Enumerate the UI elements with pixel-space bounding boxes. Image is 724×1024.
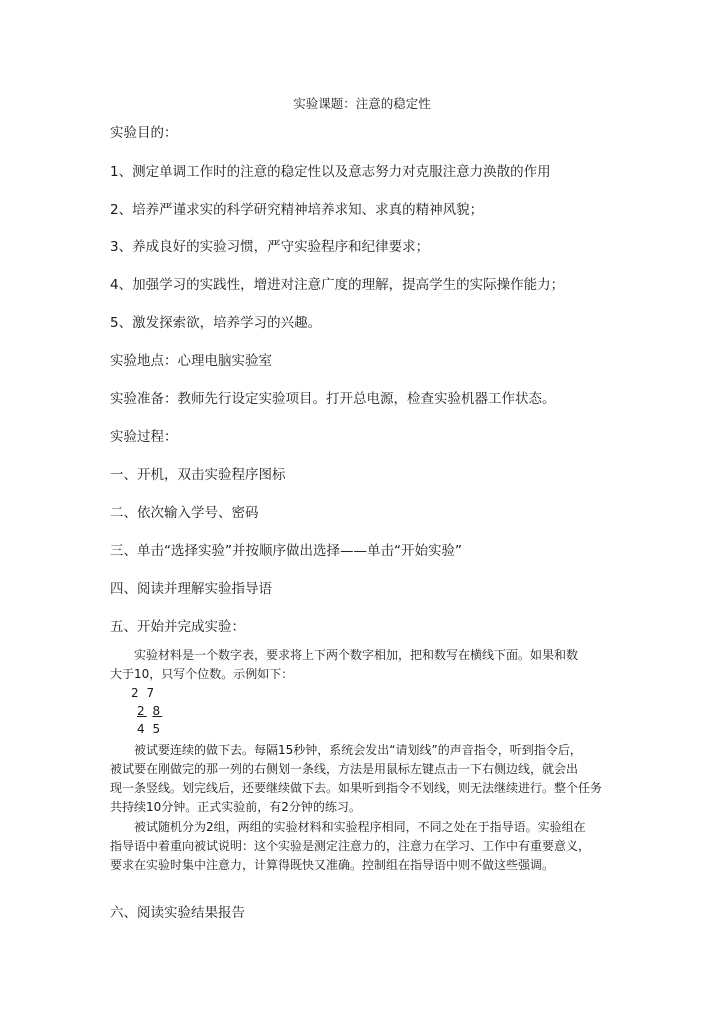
process-step-3: 三、单击“选择实验”并按顺序做出选择——单击“开始实验” (110, 543, 462, 559)
purpose-heading: 实验目的： (110, 125, 178, 141)
process-step-2: 二、依次输入学号、密码 (110, 505, 259, 521)
process-heading: 实验过程： (110, 429, 178, 445)
material-line-2: 大于10，只写个位数。示例如下： (110, 667, 294, 681)
group-line-3: 要求在实验时集中注意力，计算得既快又准确。控制组在指导语中则不做这些强调。 (110, 858, 555, 872)
instruction-line-2: 被试要在刚做完的那一列的右侧划一条线，方法是用鼠标左键点击一下右侧边线，就会出 (110, 762, 579, 776)
instruction-line-3: 现一条竖线。划完线后，还要继续做下去。如果听到指令不划线，则无法继续进行。整个任务 (110, 781, 603, 795)
process-step-6: 六、阅读实验结果报告 (110, 905, 245, 921)
group-line-1: 被试随机分为2组，两组的实验材料和实验程序相同，不同之处在于指导语。实验组在 (110, 820, 586, 834)
process-step-1: 一、开机，双击实验程序图标 (110, 467, 286, 483)
example-row-3: 4 5 (137, 722, 163, 736)
purpose-item-5: 5、激发探索欲，培养学习的兴趣。 (110, 315, 322, 331)
material-line-1: 实验材料是一个数字表，要求将上下两个数字相加，把和数写在横线下面。如果和数 (110, 648, 579, 662)
process-step-4: 四、阅读并理解实验指导语 (110, 581, 272, 597)
document-title: 实验课题：注意的稳定性 (293, 96, 431, 111)
purpose-item-1: 1、测定单调工作时的注意的稳定性以及意志努力对克服注意力涣散的作用 (110, 164, 551, 180)
example-digit-a: 2 (137, 704, 147, 718)
example-row-1: 2 7 (131, 686, 157, 700)
instruction-line-1: 被试要连续的做下去。每隔15秒钟，系统会发出“请划线”的声音指令，听到指令后， (110, 743, 582, 757)
process-step-5: 五、开始并完成实验： (110, 619, 245, 635)
experiment-location: 实验地点：心理电脑实验室 (110, 353, 272, 369)
instruction-line-4: 共持续10分钟。正式实验前，有2分钟的练习。 (110, 800, 361, 814)
purpose-item-3: 3、养成良好的实验习惯，严守实验程序和纪律要求； (110, 239, 430, 255)
group-line-2: 指导语中着重向被试说明：这个实验是测定注意力的，注意力在学习、工作中有重要意义， (110, 839, 591, 853)
experiment-preparation: 实验准备：教师先行设定实验项目。打开总电源，检查实验机器工作状态。 (110, 391, 556, 407)
purpose-item-4: 4、加强学习的实践性，增进对注意广度的理解，提高学生的实际操作能力； (110, 277, 565, 293)
purpose-item-2: 2、培养严谨求实的科学研究精神培养求知、求真的精神风貌； (110, 202, 484, 218)
example-row-2 (137, 702, 162, 720)
example-digit-b: 8 (152, 704, 163, 718)
